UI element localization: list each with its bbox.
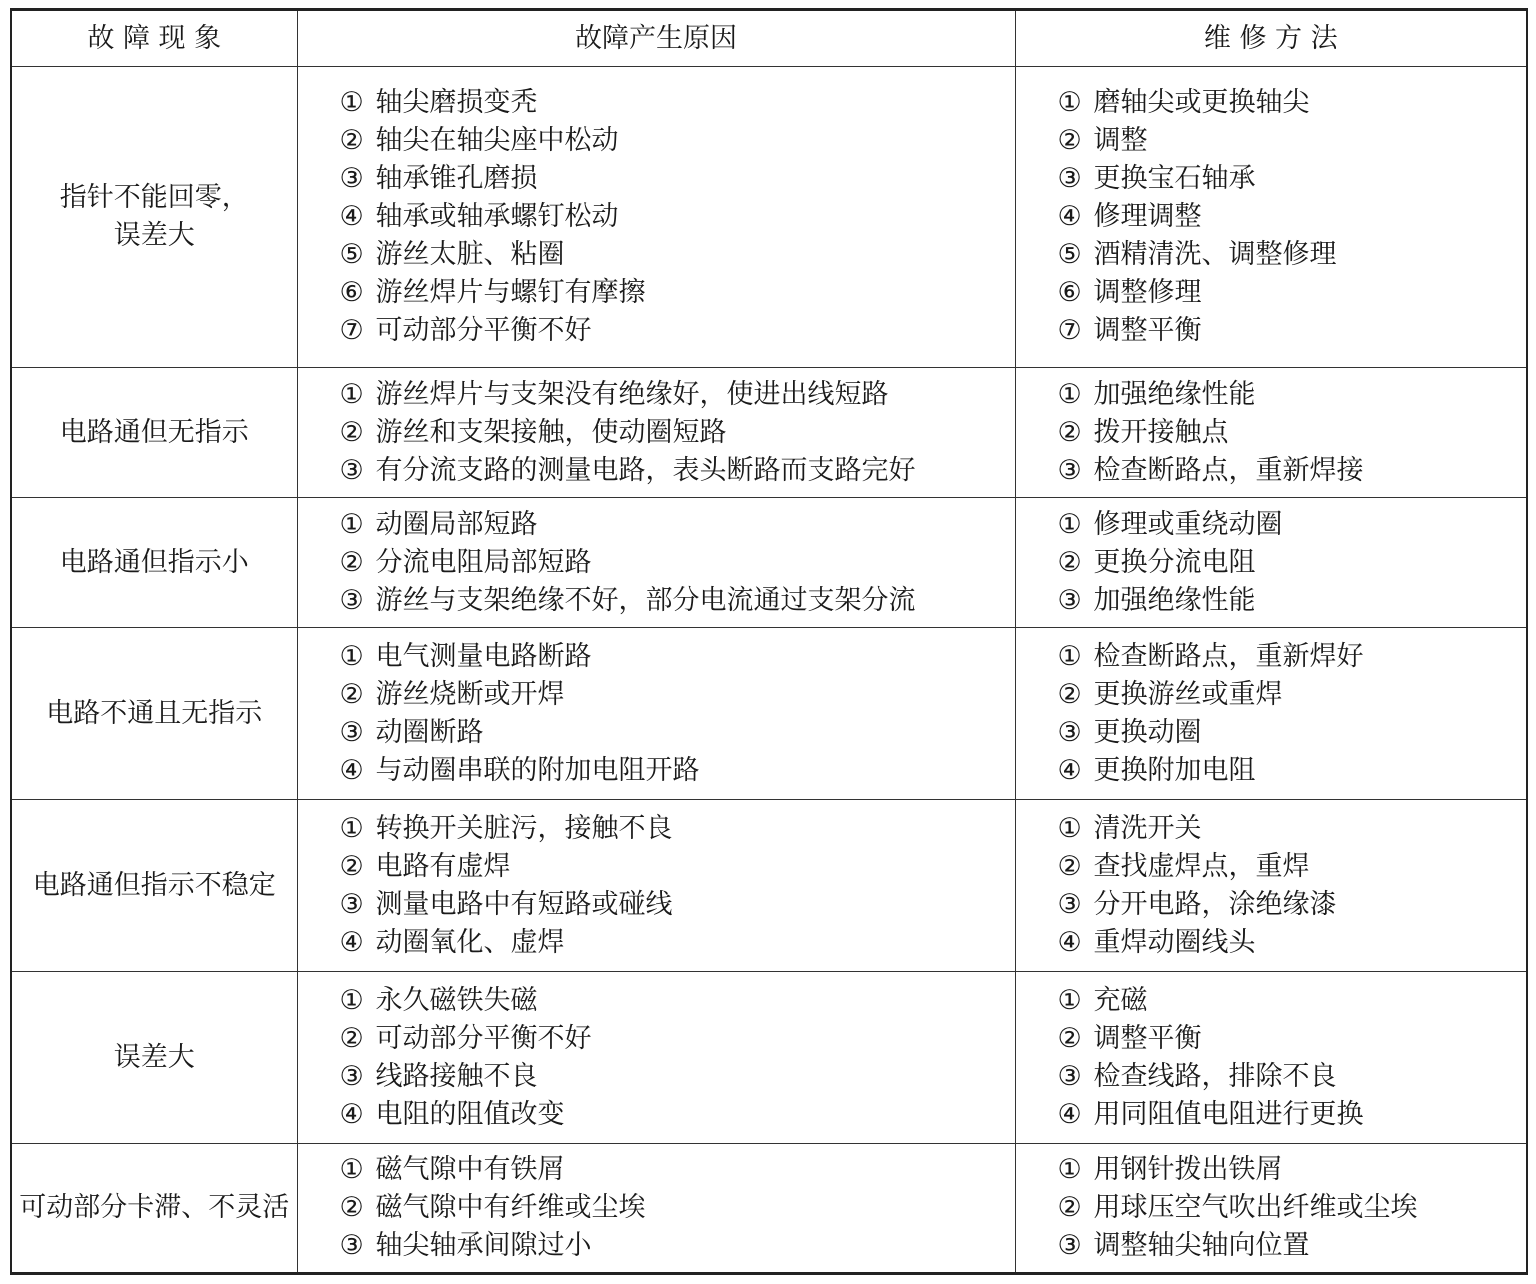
item-text: 调整平衡 [1093,1022,1202,1054]
cause-item [340,1189,1015,1227]
item-text: 修理调整 [1093,201,1202,232]
cause-item [340,274,1015,312]
cause-item [340,198,1015,236]
item-text: 游丝和支架接触，使动圈短路 [375,416,727,448]
cause-item [340,638,1015,676]
item-text: 更换动圈 [1093,716,1202,748]
item-number: ① [1057,1154,1082,1185]
item-text: 拨开接触点 [1093,416,1229,448]
item-number: ③ [1057,454,1082,486]
item-text: 轴尖磨损变秃 [375,87,538,118]
method-item [1058,198,1527,236]
item-text: 动圈断路 [375,716,484,748]
item-text: 加强绝缘性能 [1093,378,1256,410]
method-item [1058,160,1527,198]
method-item [1058,236,1527,274]
method-item [1058,274,1527,312]
item-number: ③ [339,888,364,920]
method-item [1058,924,1527,962]
item-number: ③ [339,584,364,616]
header-symptom: 故 障 现 象 [11,10,297,67]
header-row [11,10,1527,67]
item-number: ② [339,1022,364,1054]
method-item [1058,886,1527,924]
item-text: 酒精清洗、调整修理 [1093,239,1337,270]
fault-repair-table [10,8,1528,1275]
item-number: ④ [339,926,364,958]
cause-item [340,452,1015,490]
item-number: ① [1057,984,1082,1016]
header-cause: 故障产生原因 [297,10,1015,67]
cause-cell [297,628,1015,800]
item-text: 用球压空气吹出纤维或尘埃 [1093,1192,1418,1223]
symptom-line: 电路通但指示不稳定 [32,869,276,901]
cause-cell [297,800,1015,972]
method-item [1058,1020,1527,1058]
method-item [1058,1227,1527,1265]
item-number: ④ [1057,201,1082,232]
item-number: ③ [1057,888,1082,920]
item-number: ② [1057,678,1082,710]
cause-cell [297,1144,1015,1274]
item-text: 更换分流电阻 [1093,546,1256,578]
method-item [1058,848,1527,886]
item-number: ③ [1057,1230,1082,1261]
symptom-line: 可动部分卡滞、不灵活 [19,1192,290,1223]
item-number: ② [339,416,364,448]
method-item [1058,676,1527,714]
item-text: 电气测量电路断路 [375,640,592,672]
symptom-line: 误差大 [113,1041,195,1073]
table-body [11,67,1527,1274]
item-text: 磨轴尖或更换轴尖 [1093,87,1310,118]
item-number: ② [1057,125,1082,156]
method-cell [1015,498,1527,628]
method-cell [1015,1144,1527,1274]
method-cell [1015,628,1527,800]
item-text: 游丝焊片与螺钉有摩擦 [375,277,646,308]
cause-item [340,810,1015,848]
item-number: ⑤ [339,239,364,270]
cause-cell [297,368,1015,498]
item-number: ③ [1057,163,1082,194]
cause-cell [297,498,1015,628]
item-number: ② [1057,850,1082,882]
item-number: ② [1057,416,1082,448]
item-text: 电路有虚焊 [375,850,511,882]
item-text: 检查断路点，重新焊好 [1093,640,1364,672]
method-item [1058,84,1527,122]
item-number: ③ [339,1230,364,1261]
cause-item [340,312,1015,350]
cause-item [340,1227,1015,1265]
cause-item [340,714,1015,752]
item-number: ④ [339,201,364,232]
item-number: ② [339,1192,364,1223]
item-text: 更换附加电阻 [1093,754,1256,786]
item-text: 调整修理 [1093,277,1202,308]
cause-item [340,924,1015,962]
item-number: ⑥ [339,277,364,308]
symptom-cell [11,628,297,800]
method-item [1058,376,1527,414]
method-item [1058,1151,1527,1189]
cause-item [340,1096,1015,1134]
symptom-cell [11,800,297,972]
item-number: ① [339,984,364,1016]
method-item [1058,1189,1527,1227]
method-item [1058,714,1527,752]
cause-item [340,84,1015,122]
item-text: 转换开关脏污，接触不良 [375,812,673,844]
item-number: ③ [339,454,364,486]
symptom-line: 电路不通且无指示 [46,697,263,729]
item-text: 用钢针拨出铁屑 [1093,1154,1283,1185]
item-text: 可动部分平衡不好 [375,315,592,346]
item-text: 动圈局部短路 [375,508,538,540]
item-number: ② [1057,1192,1082,1223]
item-number: ① [339,812,364,844]
item-text: 修理或重绕动圈 [1093,508,1283,540]
item-text: 线路接触不良 [375,1060,538,1092]
item-number: ② [339,125,364,156]
symptom-cell [11,67,297,368]
item-number: ② [339,850,364,882]
item-text: 轴尖在轴尖座中松动 [375,125,619,156]
item-number: ③ [1057,716,1082,748]
method-item [1058,506,1527,544]
symptom-line: 电路通但指示小 [59,546,249,578]
item-text: 检查断路点，重新焊接 [1093,454,1364,486]
item-number: ① [339,1154,364,1185]
cause-item [340,1151,1015,1189]
item-number: ⑤ [1057,239,1082,270]
cause-item [340,506,1015,544]
item-text: 分开电路，涂绝缘漆 [1093,888,1337,920]
item-text: 用同阻值电阻进行更换 [1093,1098,1364,1130]
item-number: ⑥ [1057,277,1082,308]
cause-item [340,414,1015,452]
method-item [1058,982,1527,1020]
table-row [11,800,1527,972]
item-number: ④ [1057,754,1082,786]
item-number: ⑦ [1057,315,1082,346]
item-text: 更换宝石轴承 [1093,163,1256,194]
item-number: ① [339,640,364,672]
item-text: 查找虚焊点，重焊 [1093,850,1310,882]
item-number: ④ [339,1098,364,1130]
item-text: 重焊动圈线头 [1093,926,1256,958]
method-cell [1015,800,1527,972]
item-text: 调整轴尖轴向位置 [1093,1230,1310,1261]
item-number: ③ [339,1060,364,1092]
item-text: 检查线路，排除不良 [1093,1060,1337,1092]
method-item [1058,1096,1527,1134]
item-text: 测量电路中有短路或碰线 [375,888,673,920]
item-text: 电阻的阻值改变 [375,1098,565,1130]
header-method: 维 修 方 法 [1015,10,1527,67]
item-number: ⑦ [339,315,364,346]
item-number: ③ [1057,1060,1082,1092]
item-text: 与动圈串联的附加电阻开路 [375,754,700,786]
item-text: 轴承或轴承螺钉松动 [375,201,619,232]
item-number: ② [339,678,364,710]
item-text: 永久磁铁失磁 [375,984,538,1016]
item-text: 轴尖轴承间隙过小 [375,1230,592,1261]
symptom-cell [11,972,297,1144]
item-number: ③ [339,716,364,748]
item-number: ② [1057,1022,1082,1054]
item-text: 轴承锥孔磨损 [375,163,538,194]
symptom-cell [11,498,297,628]
item-text: 游丝与支架绝缘不好，部分电流通过支架分流 [375,584,916,616]
cause-item [340,544,1015,582]
method-item [1058,1058,1527,1096]
table-row [11,368,1527,498]
method-item [1058,414,1527,452]
item-text: 可动部分平衡不好 [375,1022,592,1054]
item-number: ① [1057,508,1082,540]
method-item [1058,638,1527,676]
method-cell [1015,368,1527,498]
method-cell [1015,972,1527,1144]
item-text: 调整平衡 [1093,315,1202,346]
cause-item [340,848,1015,886]
item-text: 磁气隙中有铁屑 [375,1154,565,1185]
method-item [1058,122,1527,160]
symptom-cell [11,1144,297,1274]
table-row [11,67,1527,368]
method-item [1058,452,1527,490]
item-text: 游丝烧断或开焊 [375,678,565,710]
cause-item [340,982,1015,1020]
item-number: ③ [339,163,364,194]
item-number: ④ [339,754,364,786]
item-text: 分流电阻局部短路 [375,546,592,578]
item-number: ① [339,508,364,540]
method-cell [1015,67,1527,368]
item-text: 调整 [1093,125,1148,156]
item-text: 清洗开关 [1093,812,1202,844]
method-item [1058,312,1527,350]
symptom-line: 误差大 [113,220,195,251]
item-number: ① [339,378,364,410]
item-text: 充磁 [1093,984,1148,1016]
method-item [1058,544,1527,582]
cause-item [340,1020,1015,1058]
item-text: 游丝太脏、粘圈 [375,239,565,270]
item-number: ④ [1057,1098,1082,1130]
cause-item [340,752,1015,790]
item-text: 磁气隙中有纤维或尘埃 [375,1192,646,1223]
method-item [1058,810,1527,848]
item-number: ① [1057,378,1082,410]
item-number: ① [1057,640,1082,672]
item-number: ② [339,546,364,578]
item-text: 动圈氧化、虚焊 [375,926,565,958]
item-number: ④ [1057,926,1082,958]
symptom-line: 指针不能回零， [59,182,249,213]
item-text: 有分流支路的测量电路，表头断路而支路完好 [375,454,916,486]
method-item [1058,752,1527,790]
item-number: ① [339,87,364,118]
cause-item [340,1058,1015,1096]
table-row [11,498,1527,628]
table-row [11,972,1527,1144]
table-row [11,1144,1527,1274]
cause-item [340,160,1015,198]
cause-item [340,376,1015,414]
cause-cell [297,67,1015,368]
item-number: ② [1057,546,1082,578]
cause-item [340,122,1015,160]
item-text: 更换游丝或重焊 [1093,678,1283,710]
cause-item [340,582,1015,620]
cause-item [340,676,1015,714]
item-number: ① [1057,87,1082,118]
item-text: 加强绝缘性能 [1093,584,1256,616]
method-item [1058,582,1527,620]
cause-item [340,236,1015,274]
cause-cell [297,972,1015,1144]
cause-item [340,886,1015,924]
item-text: 游丝焊片与支架没有绝缘好，使进出线短路 [375,378,889,410]
symptom-line: 电路通但无指示 [59,416,249,448]
table-row [11,628,1527,800]
symptom-cell [11,368,297,498]
item-number: ① [1057,812,1082,844]
item-number: ③ [1057,584,1082,616]
